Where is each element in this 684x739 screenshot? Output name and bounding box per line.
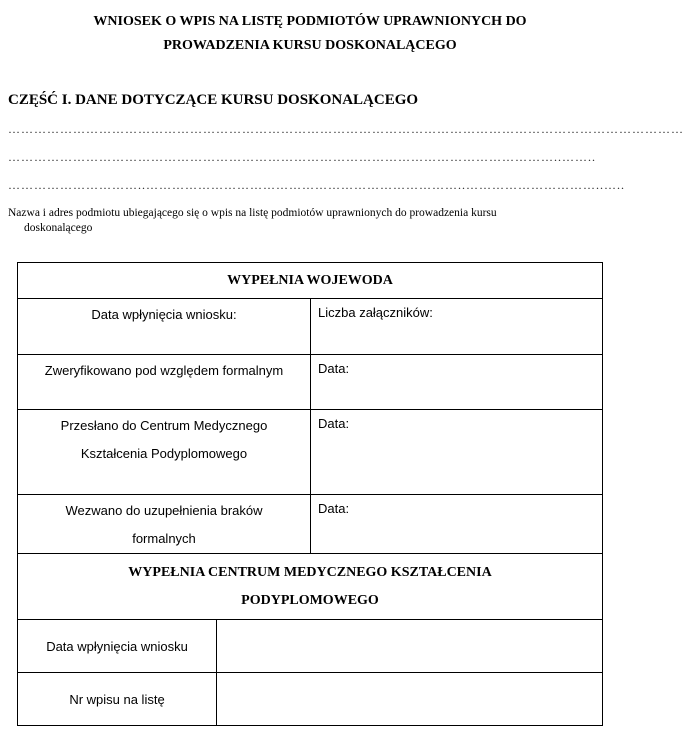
document-title-line-2: PROWADZENIA KURSU DOSKONALĄCEGO: [163, 38, 457, 53]
applicant-note-line-1: Nazwa i adres podmiotu ubiegającego się o wpis na listę podmiotów uprawnionych do prowadzenia kursu: [8, 207, 497, 219]
list-entry-number-label: Nr wpisu na listę: [18, 673, 217, 726]
completion-request-label-line-1: Wezwano do uzupełnienia braków: [65, 503, 263, 518]
dotted-fill-line-3[interactable]: …………………………..………………………………………………………………..…………………………..…..: [8, 178, 625, 192]
cmkp-received-date-label: Data wpłynięcia wniosku: [18, 620, 217, 673]
cmkp-received-date-field[interactable]: [217, 620, 603, 673]
sent-to-cmkp-label-line-1: Przesłano do Centrum Medycznego: [60, 418, 268, 433]
sent-to-cmkp-label-line-2: Kształcenia Podyplomowego: [80, 446, 248, 461]
cmkp-section-header-line-1: WYPEŁNIA CENTRUM MEDYCZNEGO KSZTAŁCENIA: [128, 564, 492, 580]
formal-verification-date-field[interactable]: Data:: [311, 355, 603, 410]
document-title: [0, 10, 620, 58]
dotted-fill-line-2[interactable]: ………………………………………………………………………………………………………………..……..: [8, 150, 596, 164]
list-entry-number-field[interactable]: [217, 673, 603, 726]
sent-to-cmkp-label: [18, 410, 311, 495]
document-title-line-1: WNIOSEK O WPIS NA LISTĘ PODMIOTÓW UPRAWNIONYCH DO: [93, 14, 527, 29]
voivode-section-header: WYPEŁNIA WOJEWODA: [18, 263, 603, 299]
formal-verification-label: Zweryfikowano pod względem formalnym: [18, 355, 311, 410]
cmkp-section-header-line-2: PODYPLOMOWEGO: [241, 592, 379, 608]
received-date-label: Data wpłynięcia wniosku:: [18, 299, 311, 355]
completion-request-date-field[interactable]: Data:: [311, 495, 603, 554]
completion-request-label-line-2: formalnych: [132, 531, 196, 546]
completion-request-label: [18, 495, 311, 554]
sent-to-cmkp-date-field[interactable]: Data:: [311, 410, 603, 495]
dotted-fill-line-1[interactable]: …………………………………………………………………………………………………………………………………………: [8, 122, 684, 136]
applicant-note-line-2: doskonalącego: [24, 222, 93, 234]
office-use-table: [17, 262, 603, 726]
cmkp-section-header: [18, 554, 603, 620]
section-heading: CZĘŚĆ I. DANE DOTYCZĄCE KURSU DOSKONALĄCEGO: [8, 92, 419, 108]
attachments-count-field[interactable]: Liczba załączników:: [311, 299, 603, 355]
applicant-note: [8, 206, 612, 236]
